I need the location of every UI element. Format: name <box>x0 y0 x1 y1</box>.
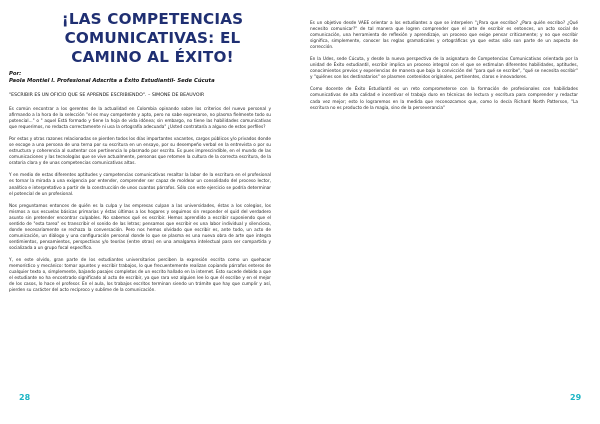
paragraph: Como docente de Éxito Estudiantil es un reto comprometerse con la formación de profesionales con habilidades comunicativas de alta calidad e incentivar el trabajo duro en técnicas de lectura y escritura para comprender y redactar cada vez mejor; esto lo lograremos en la medida que reconozcamos que, como lo decía Richard North Patterson, "La escritura no es producto de la magia, sino de la perseverancia" <box>310 87 578 111</box>
epigraph-quote: "ESCRIBIR ES UN OFICIO QUE SE APRENDE ESCRIBIENDO". – SIMONE DE BEAUVOIR <box>9 93 205 98</box>
paragraph: Nos preguntamos entonces de quién es la culpa y las empresas culpan a las universidades, éstas a los colegios, los mismos a sus escuelas básicas primarias y éstas últimas a los hogares y seguimos sin responder el quid del verdadero asunto sin pretender encontrar culpables. No sabemos qué es escribir. Hemos aprendido a escribir suponiendo que el sentido de "esta tarea" es transcribir el sonido de las letras; pensamos que escribir es una labor individual y silenciosa, donde necesariamente se rechaza la conversación. Pero nos hemos olvidado que escribir es, ante todo, un acto de comunicación, un diálogo y una configuración personal donde lo que se plasma es una nueva obra de arte que integra sentimientos, pensamientos, perspectivas y/o teorías (entre otras) en una amalgama intelectual para ser compartida y socializada a un grupo focal específico. <box>9 203 271 251</box>
paragraph: Es común encontrar a los gerentes de la actualidad en Colombia opinando sobre los criterios del nuevo personal y afirmando a la hora de la selección "el es muy competente y apto, pero no sabe expresarse, no plasma fielmente todo su potencial..." o " aquel Está formado y tiene la hoja de vida idónea; sin embargo, no tiene las habilidades comunicativas que requerimos, no redacta correctamente ni usa la ortografía adecuada" ¿Usted contrataría a alguno de estos perfiles? <box>9 107 271 131</box>
page-number-right: 29 <box>570 393 582 402</box>
byline-prefix: Por: <box>9 71 22 77</box>
paragraph: Por estas y otras razones relacionadas se pierden todos los días importantes vacantes, cargos públicos y/o privados donde se escoge a una persona de una terna por su escritura en un ensayo, por su desempeño verbal en la entrevista o por su estructura y coherencia al sustentar con pertinencia lo plasmado por escrito. Es pues imprescindible, en el mundo de las comunicaciones y las tecnologías que se vive actualmente, personas que retomen la cultura de la correcta escritura, de la oratoria clara y de unas competencias comunicativas altas. <box>9 137 271 167</box>
byline-author: Paola Montiel l. Profesional Adscrita a Éxito Estudiantil- Sede Cúcuta <box>9 77 215 84</box>
page-number-left: 28 <box>19 393 31 402</box>
right-page <box>300 0 600 424</box>
paragraph: Y en medio de estas diferentes aptitudes y competencias comunicativas resaltar la labor de la escritura en el profesional es tornar la mirada a una exigencia por entender, comprender ser capaz de moldear un consolidado del proceso lector, analítico e interpretativo a partir de la construcción de unos cuantos párrafos. Sólo con este ejercicio se podría determinar el potencial de un profesional. <box>9 173 271 197</box>
article-title: ¡LAS COMPETENCIAS COMUNICATIVAS: EL CAMINO AL ÉXITO! <box>61 10 244 66</box>
right-column-text <box>310 21 578 112</box>
paragraph: En la Udes, sede Cúcuta, y desde la nueva perspectiva de la asignatura de Competencias Comunicativas orientada por la unidad de Éxito estudiantil, escribir implica un proceso integral con el que se estimulan diferentes habilidades, aptitudes, conocimientos previos y experiencias de manera que bajo la convicción del "para qué se escribe", "qué se necesita escribir" y "quiénes son los destinatarios" se plasmen contenidos originales, pertinentes, claros e innovadores. <box>310 57 578 81</box>
paragraph: Y, en este olvido, gran parte de los estudiantes universitarios perciben la expresión escrita como un quehacer memorístico y mecánico: tomar apuntes y escribir trabajos, lo que frecuentemente realizan copiando párrafos enteros de cualquier texto o, simplemente, bajando pasajes completos de un escrito hallado en la internet. Esto sucede debido a que el estudiante no ha encontrado significado al acto de escribir, ya que rara vez alguien lee lo que él escribe y en el mejor de los casos, lo hace el profesor. En el aula, los trabajos escritos terminan siendo un trámite que hay que cumplir y así, pierden su carácter del acto recíproco y sublime de la comunicación. <box>9 257 271 294</box>
left-column-text <box>9 107 271 294</box>
byline <box>9 71 289 85</box>
paragraph: Es un objetivo desde VAEE orientar a los estudiantes a que se interpelen "¿Para que escribo? ¿Para quién escribo? ¿Qué necesito comunicar?" de tal manera que logren comprender que el arte de escribir es entonces, un acto social de comunicación, una herramienta de reflexión y aprendizaje, un proceso que exige pensar críticamente; y no que escribir significa, simplemente, conocer las reglas gramaticales y ortográficas ya que estas sólo son parte de un aspecto de corrección. <box>310 21 578 51</box>
